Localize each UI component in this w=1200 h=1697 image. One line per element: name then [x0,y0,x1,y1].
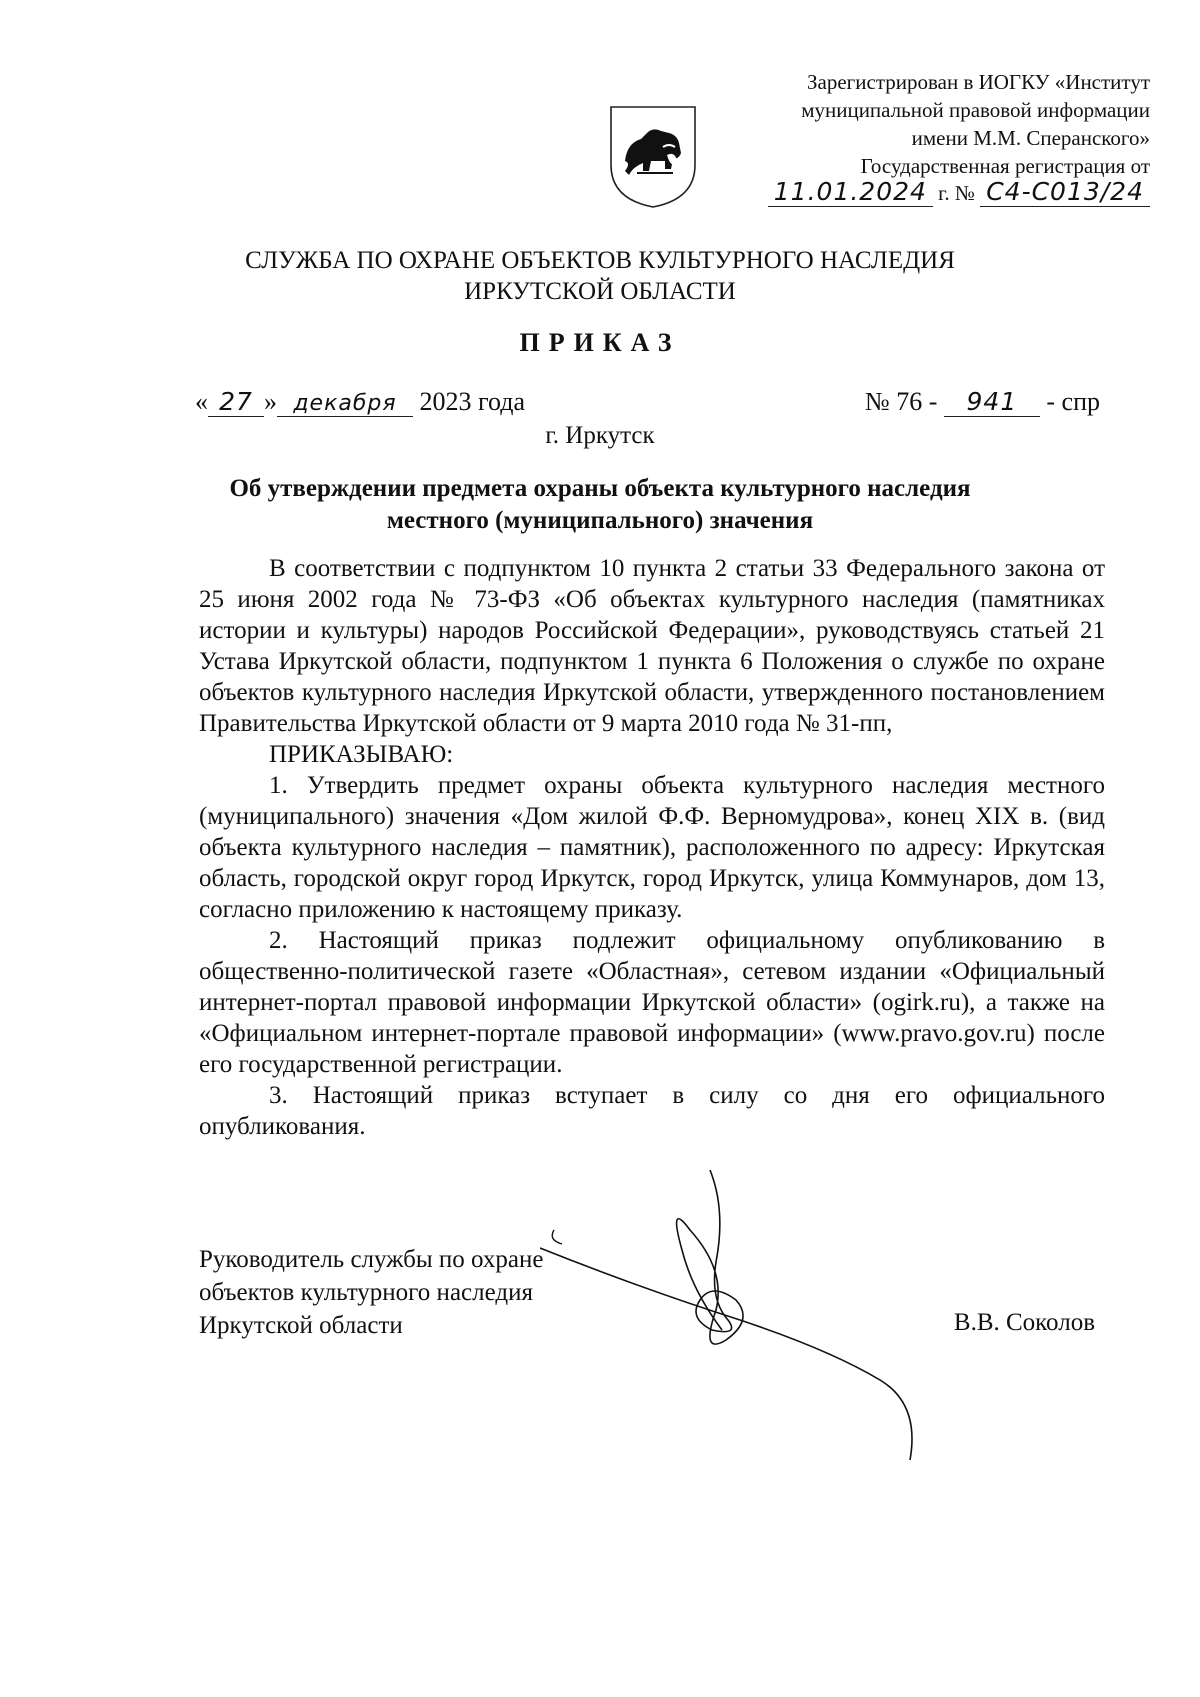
signatory-name: В.В. Соколов [953,1309,1095,1336]
registration-line-3: имени М.М. Сперанского» [911,126,1150,150]
signatory-line-3: Иркутской области [199,1312,403,1339]
registration-line-1: Зарегистрирован в ИОГКУ «Институт [806,70,1150,94]
signatory-line-1: Руководитель службы по охране [199,1246,544,1273]
organization-line-1: СЛУЖБА ПО ОХРАНЕ ОБЪЕКТОВ КУЛЬТУРНОГО НАСЛЕДИЯ [245,247,955,274]
order-word: ПРИКАЗЫВАЮ: [269,741,454,768]
order-date [195,387,525,417]
preamble-paragraph: В соответствии с подпунктом 10 пункта 2 статьи 33 Федерального закона от 25 июня 2002 года № 73-ФЗ «Об объектах культурного наследия (памятниках истории и культуры) народов Российской Федерации», руководствуясь статьей 21 Устава Иркутской области, подпунктом 1 пункта 6 Положения о службе по охране объектов культурного наследия Иркутской области, утвержденного постановлением Правительства Иркутской области от 9 марта 2010 года № 31-пп, [199,555,1105,737]
number-suffix: - спр [1046,387,1100,416]
organization-line-2: ИРКУТСКОЙ ОБЛАСТИ [464,278,736,305]
registration-city-abbr: г. № [938,181,975,205]
signatory-line-2: объектов культурного наследия [199,1279,533,1306]
number-value: 941 [944,387,1040,417]
date-day: 27 [208,387,264,417]
handwritten-signature [540,1170,940,1460]
subject-line-2: местного (муниципального) значения [386,507,814,534]
signatory-title [199,1243,543,1342]
registration-number: С4-С013/24 [980,178,1150,207]
organization-header [0,245,1200,307]
document-type-title: ПРИКАЗ [519,328,681,357]
registration-stamp [720,68,1150,207]
date-open-quote: « [195,387,208,416]
date-month: декабря [277,391,413,417]
registration-date: 11.01.2024 [768,178,933,207]
irkutsk-coat-of-arms-icon [607,103,699,209]
number-prefix: № 76 - [864,387,938,416]
order-number [865,387,1100,417]
registration-line-4: Государственная регистрация от [860,154,1150,178]
date-close-quote: » [264,387,277,416]
registration-handwritten-row [720,178,1150,207]
order-item-1: 1. Утвердить предмет охраны объекта культурного наследия местного (муниципального) значения «Дом жилой Ф.Ф. Верномудрова», конец XIX в. (вид объекта культурного наследия – памятник), расположенного по адресу: Иркутская область, городской округ город Иркутск, город Иркутск, улица Коммунаров, дом 13, согласно приложению к настоящему приказу. [199,772,1105,923]
order-subject [0,473,1200,537]
city: г. Иркутск [545,422,655,449]
subject-line-1: Об утверждении предмета охраны объекта культурного наследия [229,475,971,502]
registration-line-2: муниципальной правовой информации [801,98,1150,122]
date-year: 2023 года [419,387,526,416]
order-item-2: 2. Настоящий приказ подлежит официальному опубликованию в общественно-политической газете «Областная», сетевом издании «Официальный интернет-портал правовой информации Иркутской области» (ogirk.ru), а также на «Официальном интернет-портале правовой информации» (www.pravo.gov.ru) после его государственной регистрации. [199,927,1105,1078]
order-item-3: 3. Настоящий приказ вступает в силу со дня его официального опубликования. [199,1082,1105,1140]
order-body [199,553,1105,1142]
